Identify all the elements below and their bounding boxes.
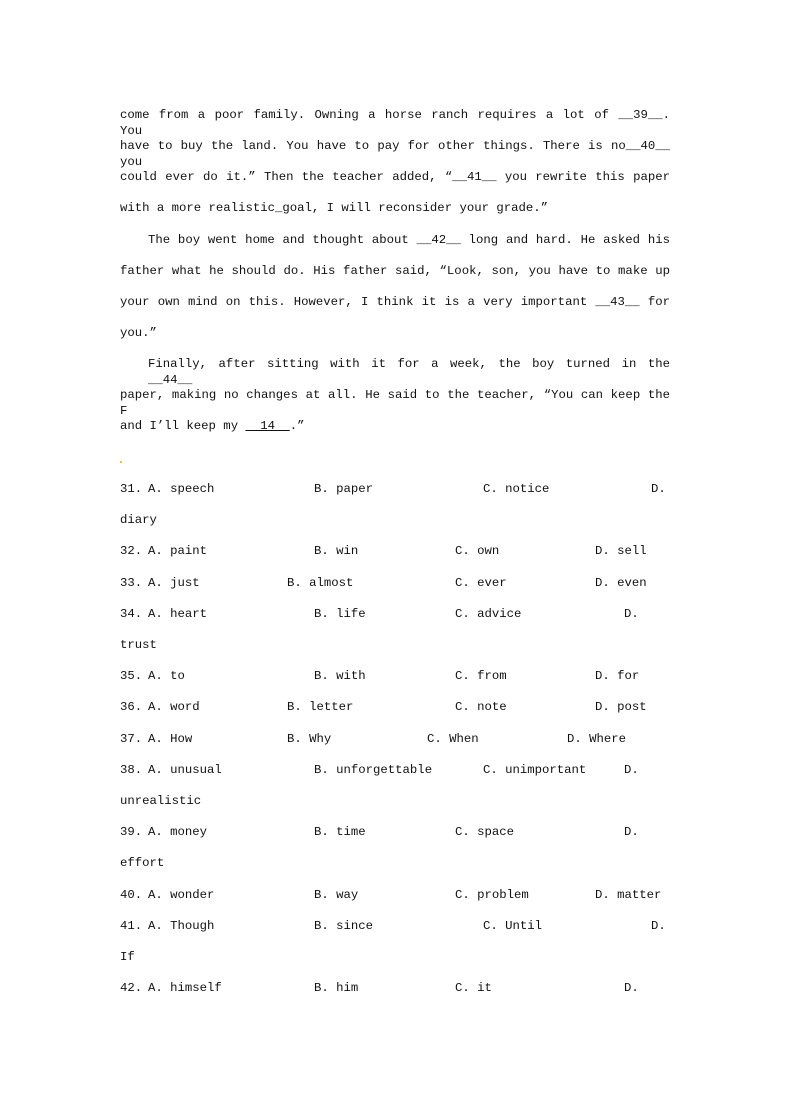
option-c: C. own	[455, 544, 500, 559]
option-d-text: diary	[120, 513, 157, 528]
question-number: 32.	[120, 544, 143, 559]
question-number: 33.	[120, 575, 143, 590]
passage-line: have to buy the land. You have to pay for other things. There is no__40__ you	[120, 139, 670, 169]
option-a: A. to	[148, 669, 185, 684]
passage-line: come from a poor family. Owning a horse ranch requires a lot of __39__. You	[120, 108, 670, 138]
passage-line: father what he should do. His father said, “Look, son, you have to make up	[120, 264, 670, 278]
option-a: A. himself	[148, 981, 222, 996]
option-d-text: If	[120, 950, 135, 964]
question-number: 36.	[120, 700, 143, 715]
question-number: 39.	[120, 825, 143, 840]
option-b: B. Why	[287, 731, 332, 746]
option-d: D. matter	[595, 887, 662, 902]
passage-line: The boy went home and thought about __42__ long and hard. He asked his	[148, 233, 670, 247]
option-c: C. Until	[483, 918, 543, 933]
option-d-text: unrealistic	[120, 794, 202, 808]
passage-line: with a more realistic_goal, I will reconsider your grade.”	[120, 201, 549, 215]
option-b: B. him	[314, 981, 359, 996]
question-number: 41.	[120, 918, 143, 933]
question-number: 38.	[120, 762, 143, 777]
option-d: D. even	[595, 575, 647, 590]
option-b: B. with	[314, 669, 366, 684]
option-c: C. space	[455, 825, 515, 840]
option-c: C. note	[455, 700, 507, 715]
option-b: B. almost	[287, 575, 354, 590]
stray-mark	[120, 461, 122, 463]
option-c: C. notice	[483, 482, 550, 496]
option-c: C. unimportant	[483, 762, 587, 777]
option-a: A. just	[148, 575, 200, 590]
question-number: 31.	[120, 482, 143, 496]
passage-line	[120, 418, 670, 434]
option-c: C. problem	[455, 887, 529, 902]
option-c: C. advice	[455, 606, 522, 621]
option-d-text: trust	[120, 638, 157, 652]
passage-text: .”	[289, 419, 305, 433]
option-c: C. When	[427, 731, 479, 746]
option-d: D. for	[595, 669, 640, 684]
question-number: 40.	[120, 887, 143, 902]
option-d: D.	[651, 482, 666, 496]
option-d-text: effort	[120, 856, 165, 871]
question-number: 42.	[120, 981, 143, 996]
option-d: D. sell	[595, 544, 647, 559]
option-c: C. from	[455, 669, 507, 684]
option-c: C. it	[455, 981, 492, 996]
option-d: D.	[651, 918, 666, 933]
option-a: A. word	[148, 700, 200, 715]
option-a: A. paint	[148, 544, 208, 559]
option-a: A. speech	[148, 482, 215, 496]
option-d: D. post	[595, 700, 647, 715]
option-d: D.	[624, 606, 639, 621]
passage-line: Finally, after sitting with it for a week, the boy turned in the __44__	[148, 357, 670, 387]
passage-line: you.”	[120, 326, 157, 340]
option-d: D.	[624, 762, 639, 777]
option-d: D.	[624, 981, 639, 996]
option-d: D.	[624, 825, 639, 840]
passage-line: paper, making no changes at all. He said to the teacher, “You can keep the F	[120, 388, 670, 418]
question-number: 37.	[120, 731, 143, 746]
question-number: 35.	[120, 669, 143, 684]
passage-line: your own mind on this. However, I think it is a very important __43__ for	[120, 295, 670, 309]
question-number: 34.	[120, 606, 143, 621]
option-b: B. letter	[287, 700, 354, 715]
option-b: B. way	[314, 887, 359, 902]
option-a: A. How	[148, 731, 193, 746]
option-b: B. win	[314, 544, 359, 559]
option-c: C. ever	[455, 575, 507, 590]
option-b: B. since	[314, 918, 374, 933]
option-a: A. unusual	[148, 762, 222, 777]
option-b: B. paper	[314, 482, 374, 496]
option-b: B. time	[314, 825, 366, 840]
option-a: A. Though	[148, 918, 215, 933]
option-a: A. heart	[148, 606, 208, 621]
answer-blank: 14	[245, 419, 290, 433]
option-b: B. unforgettable	[314, 762, 433, 777]
passage-line: could ever do it.” Then the teacher added, “__41__ you rewrite this paper	[120, 170, 670, 184]
option-b: B. life	[314, 606, 366, 621]
passage-text: and I’ll keep my	[120, 419, 246, 433]
option-a: A. wonder	[148, 887, 215, 902]
option-a: A. money	[148, 825, 208, 840]
option-d: D. Where	[567, 731, 627, 746]
